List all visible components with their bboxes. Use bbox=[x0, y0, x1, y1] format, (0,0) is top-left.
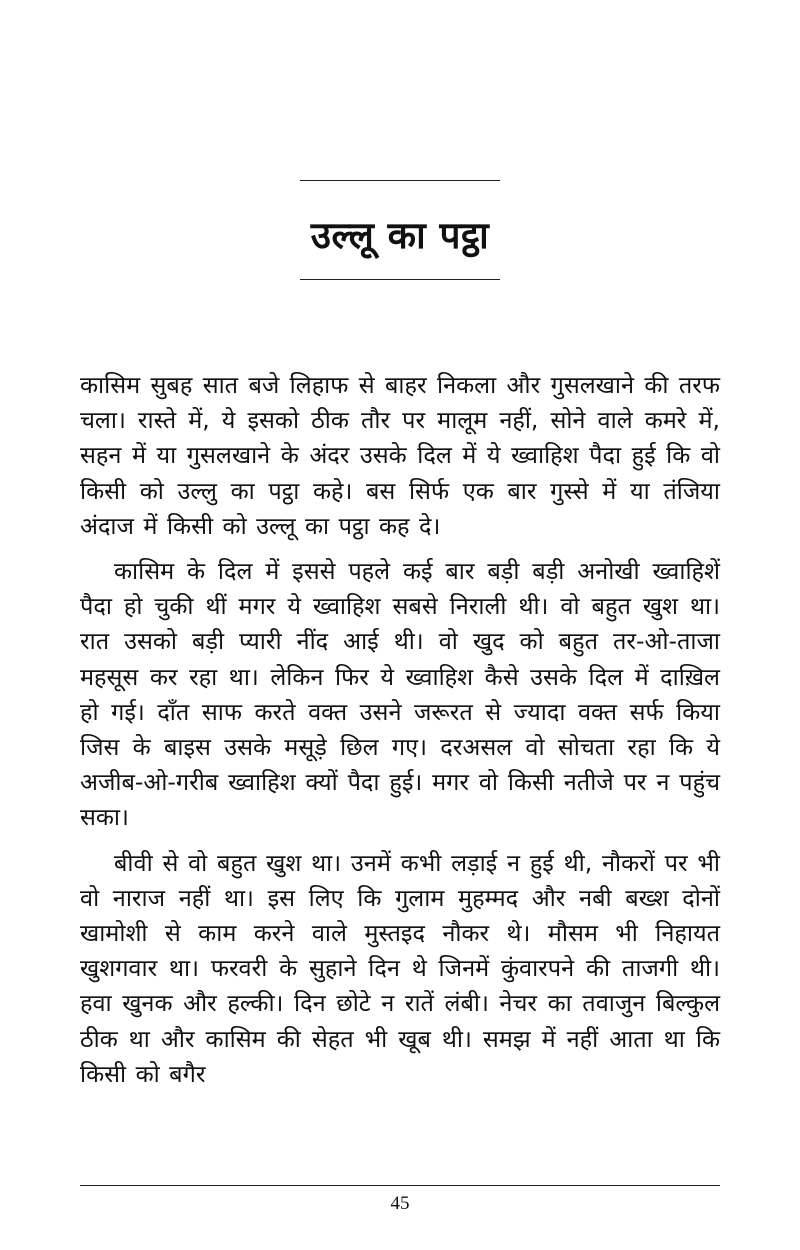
title-rule-top bbox=[300, 180, 500, 181]
paragraph-2: कासिम के दिल में इससे पहले कई बार बड़ी बड़ी अनोखी ख्वाहिशें पैदा हो चुकी थीं मगर ये ख्वाहिश सबसे निराली थी। वो बहुत खुश था। रात उसको बड़ी प्यारी नींद आई थी। वो खुद को बहुत तर-ओ-ताजा महसूस कर रहा था। लेकिन फिर ये ख्वाहिश कैसे उसके दिल में दाख़िल हो गई। दाँत साफ करते वक्त उसने जरूरत से ज्यादा वक्त सर्फ किया जिस के बाइस उसके मसूड़े छिल गए। दरअसल वो सोचता रहा कि ये अजीब-ओ-गरीब ख्वाहिश क्यों पैदा हुई। मगर वो किसी नतीजे पर न पहुंच सका। bbox=[80, 557, 720, 832]
title-rule-bottom bbox=[300, 279, 500, 280]
paragraph-3: बीवी से वो बहुत खुश था। उनमें कभी लड़ाई न हुई थी, नौकरों पर भी वो नाराज नहीं था। इस लिए कि गुलाम मुहम्मद और नबी बख्श दोनों खामोशी से काम करने वाले मुस्तइद नौकर थे। मौसम भी निहायत खुशगवार था। फरवरी के सुहाने दिन थे जिनमें कुंवारपने की ताजगी थी। हवा खुनक और हल्की। दिन छोटे न रातें लंबी। नेचर का तवाजुन बिल्कुल ठीक था और कासिम की सेहत भी खूब थी। समझ में नहीं आता था कि किसी को बगैर bbox=[80, 848, 720, 1088]
footer-rule bbox=[80, 1185, 720, 1186]
paragraph-1: कासिम सुबह सात बजे लिहाफ से बाहर निकला और गुसलखाने की तरफ चला। रास्ते में, ये इसको ठीक तौर पर मालूम नहीं, सोने वाले कमरे में, सहन में या गुसलखाने के अंदर उसके दिल में ये ख्वाहिश पैदा हुई कि वो किसी को उल्लु का पट्ठा कहे। बस सिर्फ एक बार गुस्से में या तंजिया अंदाज में किसी को उल्लू का पट्ठा कह दे। bbox=[80, 371, 720, 540]
page-number: 45 bbox=[390, 1193, 410, 1214]
chapter-title: उल्लू का पट्ठा bbox=[310, 214, 490, 257]
body-text bbox=[80, 368, 720, 1092]
